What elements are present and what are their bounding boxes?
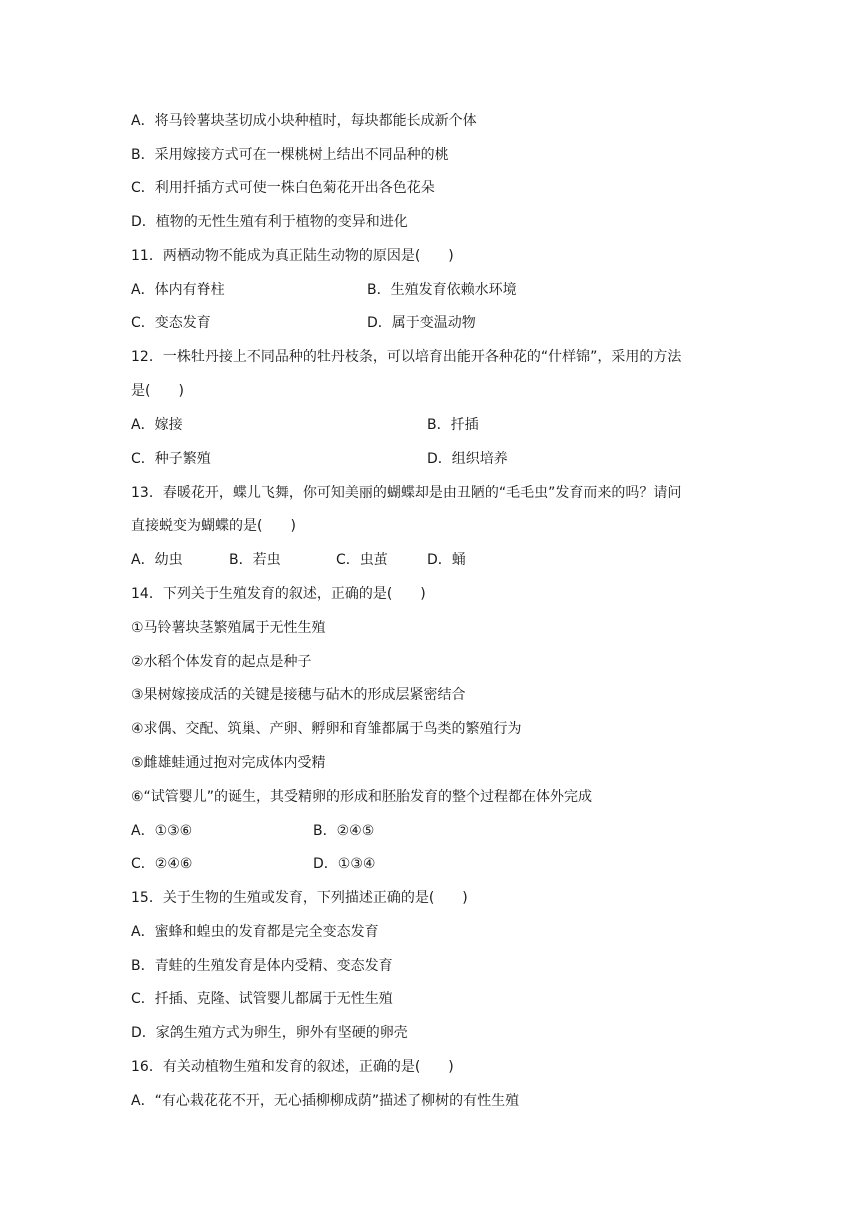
q13-option-c: C．虫茧 xyxy=(336,552,388,568)
q14-statement-1: ①马铃薯块茎繁殖属于无性生殖 xyxy=(131,620,326,636)
q15-option-a: A．蜜蜂和蝗虫的发育都是完全变态发育 xyxy=(131,924,379,940)
q10-option-c: C．利用扦插方式可使一株白色菊花开出各色花朵 xyxy=(131,180,435,196)
q13-option-b: B．若虫 xyxy=(229,552,281,568)
q12-stem-line2: 是( ) xyxy=(131,383,184,399)
q14-option-a: A．①③⑥ xyxy=(131,823,193,839)
q13-stem-line2: 直接蜕变为蝴蝶的是( ) xyxy=(131,518,296,534)
q15-option-c: C．扦插、克隆、试管婴儿都属于无性生殖 xyxy=(131,991,393,1007)
q13-stem-line1: 13．春暖花开，蝶儿飞舞，你可知美丽的蝴蝶却是由丑陋的“毛毛虫”发育而来的吗？请问 xyxy=(131,485,682,501)
q16-option-a: A．“有心栽花花不开，无心插柳柳成荫”描述了柳树的有性生殖 xyxy=(131,1093,520,1109)
q11-option-c: C．变态发育 xyxy=(131,315,211,331)
q14-option-b: B．②④⑤ xyxy=(313,823,375,839)
q14-stem: 14．下列关于生殖发育的叙述，正确的是( ) xyxy=(131,586,426,602)
q14-option-d: D．①③④ xyxy=(313,856,376,872)
q11-stem: 11．两栖动物不能成为真正陆生动物的原因是( ) xyxy=(131,248,454,264)
q12-option-d: D．组织培养 xyxy=(427,451,508,467)
q14-statement-3: ③果树嫁接成活的关键是接穗与砧木的形成层紧密结合 xyxy=(131,687,466,703)
q10-option-a: A．将马铃薯块茎切成小块种植时，每块都能长成新个体 xyxy=(131,113,477,129)
q14-statement-6: ⑥“试管婴儿”的诞生，其受精卵的形成和胚胎发育的整个过程都在体外完成 xyxy=(131,789,593,805)
q14-option-c: C．②④⑥ xyxy=(131,856,193,872)
q15-stem: 15．关于生物的生殖或发育，下列描述正确的是( ) xyxy=(131,890,468,906)
q15-option-d: D．家鸽生殖方式为卵生，卵外有坚硬的卵壳 xyxy=(131,1025,408,1041)
q12-option-b: B．扦插 xyxy=(427,417,479,433)
q10-option-d: D．植物的无性生殖有利于植物的变异和进化 xyxy=(131,214,408,230)
q16-stem: 16．有关动植物生殖和发育的叙述，正确的是( ) xyxy=(131,1059,454,1075)
q10-option-b: B．采用嫁接方式可在一棵桃树上结出不同品种的桃 xyxy=(131,147,449,163)
q13-option-a: A．幼虫 xyxy=(131,552,183,568)
q12-stem-line1: 12．一株牡丹接上不同品种的牡丹枝条，可以培育出能开各种花的“什样锦”，采用的方法 xyxy=(131,349,682,365)
q11-option-a: A．体内有脊柱 xyxy=(131,282,225,298)
q14-statement-4: ④求偶、交配、筑巢、产卵、孵卵和育雏都属于鸟类的繁殖行为 xyxy=(131,721,522,737)
q14-statement-5: ⑤雌雄蛙通过抱对完成体内受精 xyxy=(131,755,326,771)
q12-option-a: A．嫁接 xyxy=(131,417,183,433)
q13-option-d: D．蛹 xyxy=(427,552,466,568)
q15-option-b: B．青蛙的生殖发育是体内受精、变态发育 xyxy=(131,958,393,974)
q11-option-d: D．属于变温动物 xyxy=(367,315,476,331)
q14-statement-2: ②水稻个体发育的起点是种子 xyxy=(131,654,312,670)
q12-option-c: C．种子繁殖 xyxy=(131,451,211,467)
q11-option-b: B．生殖发育依赖水环境 xyxy=(367,282,517,298)
